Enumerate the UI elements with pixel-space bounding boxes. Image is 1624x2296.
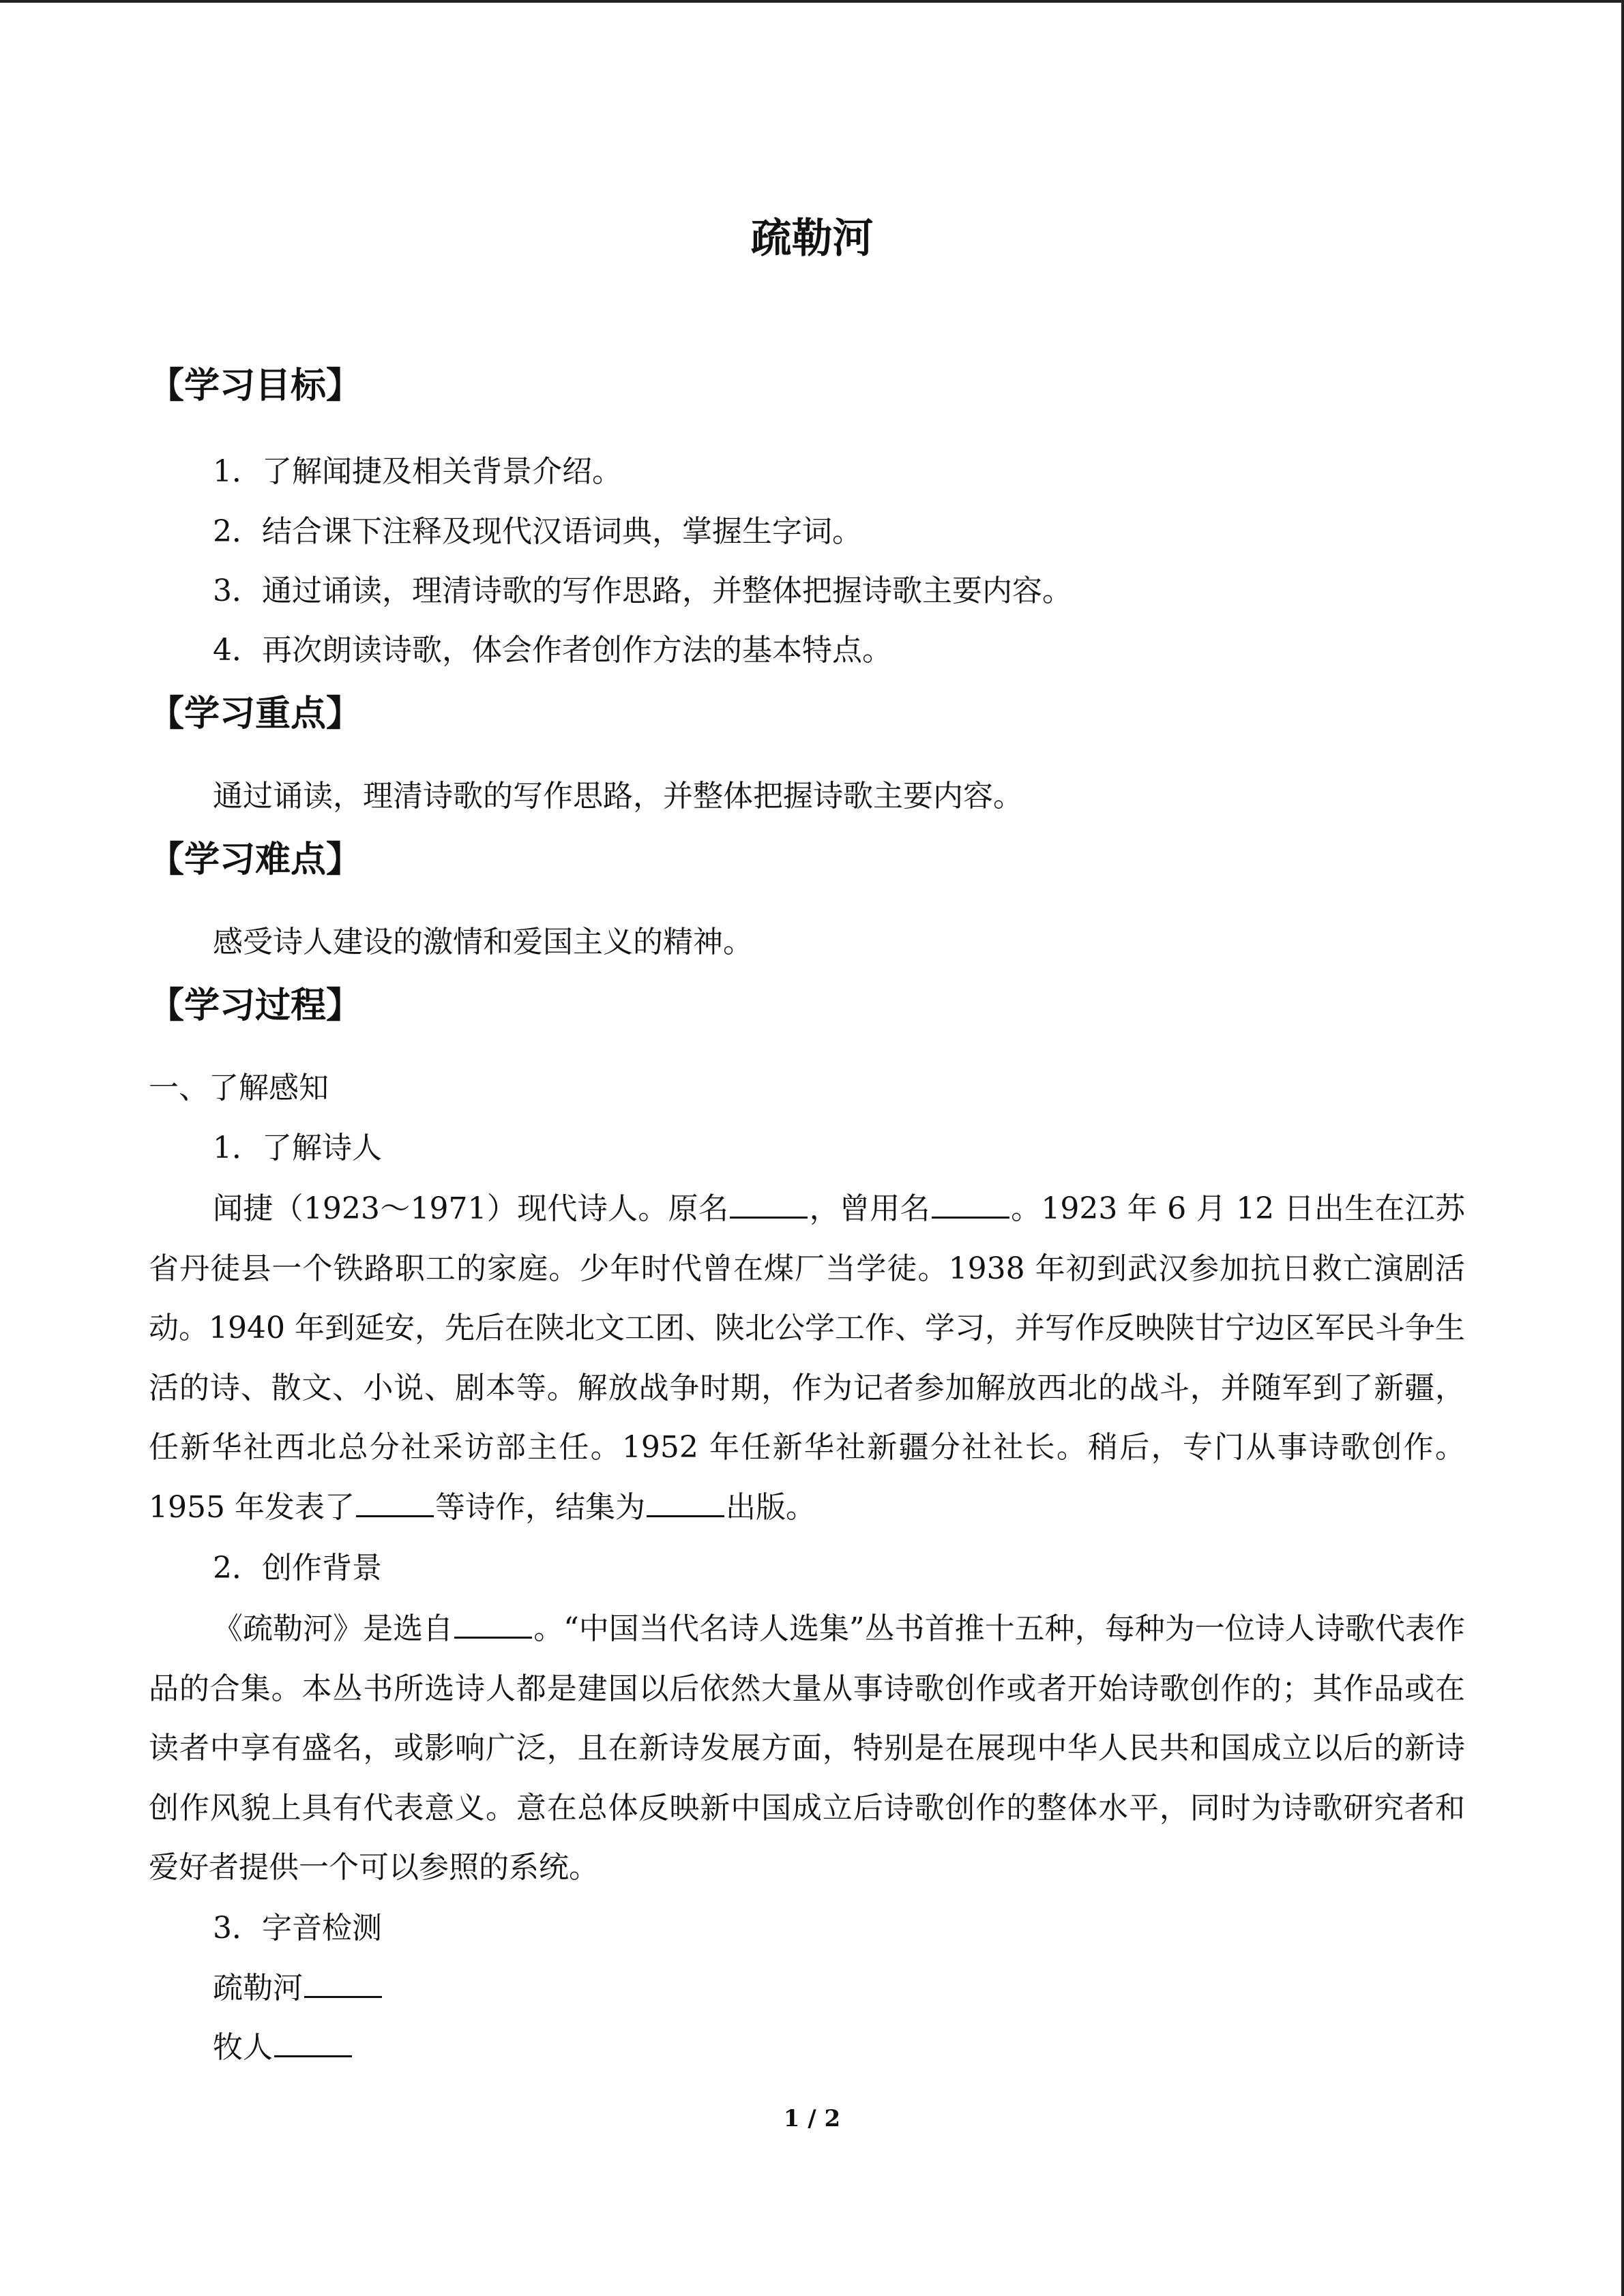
page-border-top: [0, 0, 1624, 3]
subsection-background: 2．创作背景: [213, 1551, 382, 1585]
creation-background: [149, 1599, 1465, 1898]
bio-text: ，曾用名: [809, 1191, 930, 1226]
objective-item: 1．了解闻捷及相关背景介绍。: [213, 454, 622, 489]
fill-blank[interactable]: [454, 1609, 532, 1639]
page-number: 1 / 2: [783, 2105, 841, 2132]
section-part-one: 一、了解感知: [149, 1071, 329, 1105]
fill-blank[interactable]: [304, 1969, 382, 1998]
fill-blank[interactable]: [932, 1189, 1009, 1219]
pronunciation-word: 牧人: [213, 2030, 273, 2065]
pronunciation-item: [213, 2027, 353, 2068]
page-title: 疏勒河: [750, 215, 874, 263]
bio-text: 出版。: [725, 1489, 816, 1525]
key-points-heading: 【学习重点】: [149, 694, 362, 734]
bio-text: 。1923 年 6 月 12 日出生在江苏省丹徒县一个铁路职工的家庭。少年时代曾在煤厂当学徒。1938 年初到武汉参加抗日救亡演剧活动。1940 年到延安，先后在陕北文工团、陕北公学工作、学习，并写作反映陕甘宁边区军民斗争生活的诗、散文、小说、剧本等。解放战争时期，作为记者参加解放西北的战斗，并随军到了新疆，任新华社西北总分社采访部主任。1952 年任新华社新疆分社社长。稍后，专门从事诗歌创作。1955 年发表了: [149, 1191, 1466, 1525]
page-border-right: [1621, 0, 1624, 2296]
difficulties-heading: 【学习难点】: [149, 839, 362, 880]
bio-text: 闻捷（1923～1971）现代诗人。原名: [213, 1191, 729, 1226]
background-text: 《疏勒河》是选自: [213, 1611, 454, 1646]
subsection-pronunciation: 3．字音检测: [213, 1911, 382, 1945]
objective-item: 3．通过诵读，理清诗歌的写作思路，并整体把握诗歌主要内容。: [213, 573, 1072, 608]
fill-blank[interactable]: [356, 1488, 434, 1517]
objective-item: 2．结合课下注释及现代汉语词典，掌握生字词。: [213, 514, 862, 549]
fill-blank[interactable]: [647, 1488, 724, 1517]
subsection-poet: 1．了解诗人: [213, 1131, 382, 1165]
objectives-heading: 【学习目标】: [149, 366, 362, 406]
key-points-text: 通过诵读，理清诗歌的写作思路，并整体把握诗歌主要内容。: [213, 779, 1023, 814]
pronunciation-item: [213, 1968, 383, 2009]
fill-blank[interactable]: [730, 1189, 808, 1219]
fill-blank[interactable]: [274, 2028, 352, 2057]
difficulties-text: 感受诗人建设的激情和爱国主义的精神。: [213, 925, 753, 959]
bio-text: 等诗作，结集为: [434, 1489, 645, 1525]
objective-item: 4．再次朗读诗歌，体会作者创作方法的基本特点。: [213, 633, 892, 668]
background-text: 。“中国当代名诗人选集”丛书首推十五种，每种为一位诗人诗歌代表作品的合集。本丛书所选诗人都是建国以后依然大量从事诗歌创作或者开始诗歌创作的；其作品或在读者中享有盛名，或影响广泛，且在新诗发展方面，特别是在展现中华人民共和国成立以后的新诗创作风貌上具有代表意义。意在总体反映新中国成立后诗歌创作的整体水平，同时为诗歌研究者和爱好者提供一个可以参照的系统。: [149, 1611, 1465, 1885]
process-heading: 【学习过程】: [149, 985, 362, 1026]
poet-biography: [149, 1179, 1465, 1537]
pronunciation-word: 疏勒河: [213, 1971, 303, 2006]
